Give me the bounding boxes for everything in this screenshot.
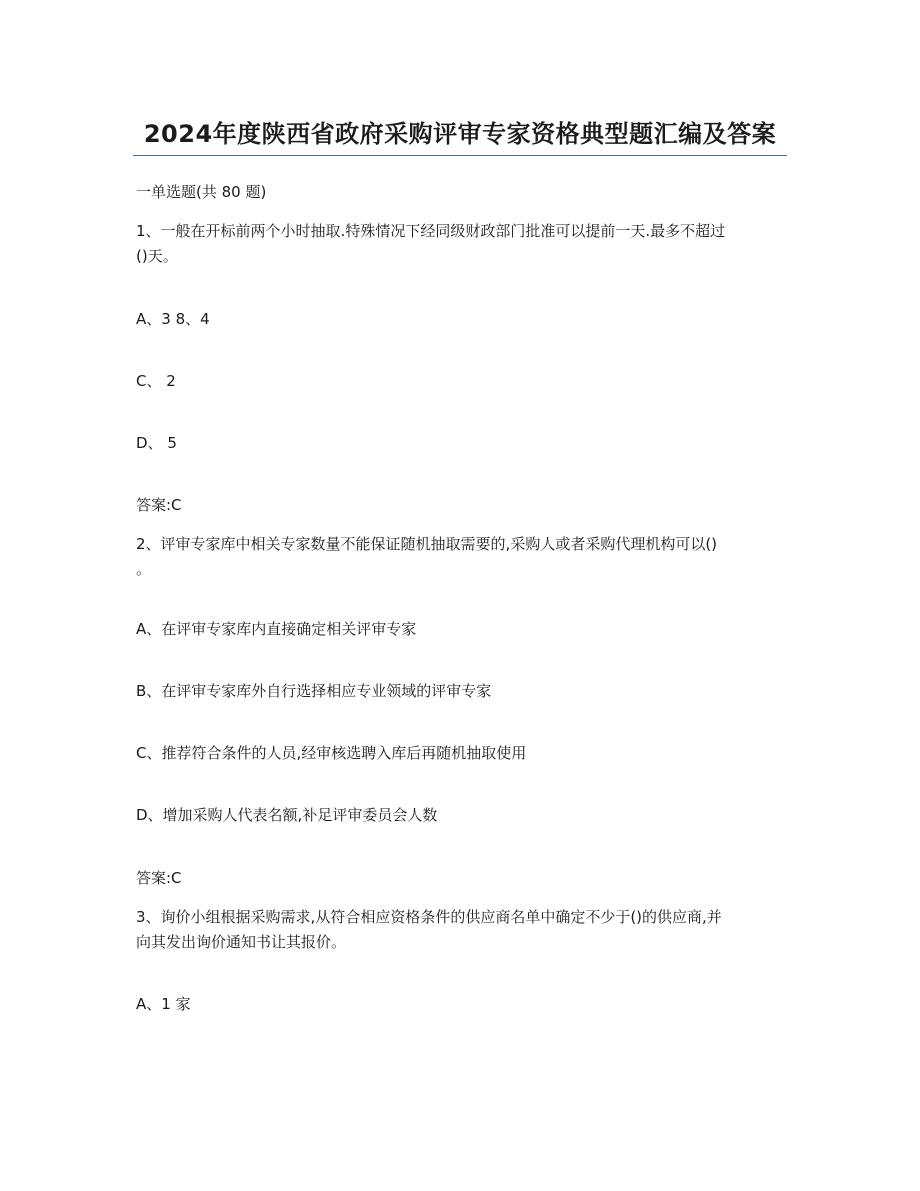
question-1-line-1: 1、一般在开标前两个小时抽取.特殊情况下经同级财政部门批准可以提前一天.最多不超过 — [136, 222, 726, 240]
document-title: 2024年度陕西省政府采购评审专家资格典型题汇编及答案 — [143, 120, 777, 148]
question-3-line-1: 3、询价小组根据采购需求,从符合相应资格条件的供应商名单中确定不少于()的供应商,并 — [136, 908, 722, 926]
question-2-option-a: A、在评审专家库内直接确定相关评审专家 — [136, 620, 417, 638]
question-2-option-d: D、增加采购人代表名额,补足评审委员会人数 — [136, 806, 438, 824]
question-2-line-1: 2、评审专家库中相关专家数量不能保证随机抽取需要的,采购人或者采购代理机构可以() — [136, 535, 718, 553]
question-3-option-a: A、1 家 — [136, 995, 191, 1013]
question-1-option-d: D、 5 — [136, 434, 177, 452]
section-heading: 一单选题(共 80 题) — [136, 183, 267, 201]
question-2-option-b: B、在评审专家库外自行选择相应专业领域的评审专家 — [136, 682, 492, 700]
question-2-answer: 答案:C — [136, 869, 182, 887]
title-underline — [133, 155, 787, 156]
question-1-line-2: ()天。 — [136, 247, 178, 265]
question-2-option-c: C、推荐符合条件的人员,经审核选聘入库后再随机抽取使用 — [136, 744, 527, 762]
question-1-option-a: A、3 8、4 — [136, 310, 210, 328]
question-1-option-c: C、 2 — [136, 372, 176, 390]
question-1-answer: 答案:C — [136, 496, 182, 514]
question-2-line-2: 。 — [136, 560, 152, 578]
question-3-line-2: 向其发出询价通知书让其报价。 — [136, 933, 347, 951]
